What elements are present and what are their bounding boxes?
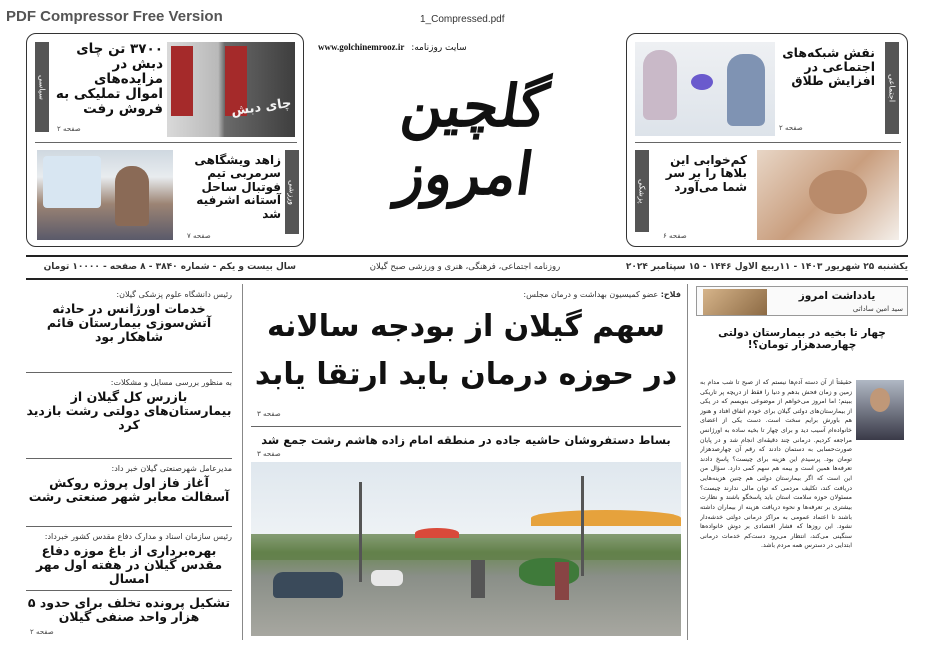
divider	[251, 426, 681, 427]
second-headline[interactable]: بساط دستفروشان حاشیه جاده در منطقه امام زاده هاشم رشت جمع شد	[261, 433, 671, 447]
cartoon-woman	[643, 50, 677, 120]
social-media-cartoon	[635, 42, 775, 136]
headline[interactable]: زاهد ویشگاهی سرمربی تیم فوتبال ساحل آستانه اشرفیه شد	[194, 153, 281, 221]
newspaper-subtitle: روزنامه اجتماعی، فرهنگی، هنری و ورزشی صبح گیلان	[369, 262, 561, 272]
editorial-author: سید امین ساداتی	[852, 305, 903, 313]
headline[interactable]: بازرس کل گیلان از بیمارستان‌های دولتی رشت بازدید کرد	[26, 389, 232, 432]
person-figure	[115, 166, 149, 226]
top-right-box	[626, 33, 908, 247]
masthead	[310, 28, 622, 250]
divider	[26, 590, 232, 591]
trees	[251, 534, 681, 560]
coach-photo	[37, 150, 173, 240]
vendor-figure	[471, 560, 485, 598]
editorial-header	[696, 286, 908, 316]
site-url[interactable]: www.golchinemrooz.ir	[318, 42, 405, 52]
headline[interactable]: آغاز فاز اول پروژه روکش آسفالت معابر شهر صنعتی رشت	[28, 475, 230, 504]
issue-date: یکشنبه ۲۵ شهریور ۱۴۰۳ - ۱۱ربیع الاول ۱۴۴۶ - ۱۵ سپتامبر ۲۰۲۴	[625, 262, 908, 272]
page-ref: صفحه ۳	[257, 410, 281, 418]
left-column	[26, 284, 236, 640]
page-ref: صفحه ۲	[57, 125, 81, 133]
editorial-column	[696, 284, 908, 640]
umbrella	[415, 528, 459, 538]
kicker-role: عضو کمیسیون بهداشت و درمان مجلس:	[523, 290, 659, 299]
kicker: به منظور بررسی مسایل و مشکلات:	[110, 378, 232, 387]
divider	[635, 142, 901, 143]
tea-brand-text: چای دبش	[230, 95, 293, 120]
headline[interactable]: نقش شبکه‌های اجتماعی در افزایش طلاق	[782, 45, 875, 88]
kicker: مدیرعامل شهرصنعتی گیلان خبر داد:	[111, 464, 232, 473]
heart-icon	[691, 74, 713, 90]
divider	[26, 526, 232, 527]
page-ref: صفحه ۷	[187, 232, 211, 240]
cartoon-man	[727, 54, 765, 126]
page-ref: صفحه ۶	[663, 232, 687, 240]
page-ref: صفحه ۲	[30, 628, 54, 636]
section-tag: پزشکی	[635, 150, 649, 232]
electric-pole	[581, 476, 584, 576]
main-headline-line2[interactable]: در حوزه درمان باید ارتقا یابد	[254, 357, 678, 392]
editorial-body: حقیقتاً از آن دسته آدم‌ها نیستم که از صبح تا شب مدام به زمین و زمان فحش بدهم و دنیا را فقط از دریچه پر تاریکی ببینم؛ اما امروز می‌خواهم از موضوعی بنویسم که در یکی از بیمارستان‌های دولتی گیلان برای خودم اتفاق افتاد و هنوز هم باورش برایم سخت است. دست یکی از اعضای خانواده‌ام آسیب دید و برای چهار تا بخیه ساده به اورژانس مراجعه کردیم. درمانی چند دقیقه‌ای انجام شد و در پایان صورت‌حسابی به دستمان دادند که رقم آن چهارصدهزار تومان بود. پرسیدم این هزینه برای چیست؟ پاسخ دادند تعرفه‌ها همین است و بیمه هم سهم کمی دارد. سؤال من این است که اگر بیمارستان دولتی هم چنین هزینه‌هایی دریافت کند، تکلیف مردمی که توان مالی ندارند چیست؟ مسئولان حوزه سلامت استان باید پاسخگو باشند و نظارت بیشتری بر تعرفه‌ها و نحوه دریافت هزینه از بیماران داشته باشند تا اعتماد عمومی به مراکز درمانی دولتی خدشه‌دار نشود. این روزها که فشار اقتصادی بر دوش خانواده‌ها سنگینی می‌کند، انتظار می‌رود دست‌کم خدمات درمانی ابتدایی در دسترس همه مردم باشد.	[700, 379, 852, 550]
headline[interactable]: کم‌خوابی این بلاها را بر سر شما می‌آورد	[665, 153, 747, 194]
headline[interactable]: تشکیل پرونده تخلف برای حدود ۵ هزار واحد صنفی گیلان	[27, 595, 231, 624]
section-tag: ورزشی	[285, 150, 299, 234]
watermark: PDF Compressor Free Version	[6, 8, 223, 25]
roadside-vendors-photo	[251, 462, 681, 636]
main-kicker	[251, 290, 681, 299]
main-headline-line1[interactable]: سهم گیلان از بودجه سالانه	[266, 309, 666, 344]
issue-info: سال بیست و یکم - شماره ۳۸۴۰ - ۸ صفحه - ۱۰۰۰۰ تومان	[43, 262, 296, 272]
electric-pole	[359, 482, 362, 582]
umbrella	[531, 510, 681, 526]
car	[371, 570, 403, 586]
section-tag: سیاسی	[35, 42, 49, 132]
kicker: رئیس سازمان اسناد و مدارک دفاع مقدس کشور خبرداد:	[44, 532, 232, 541]
tea-package-image	[167, 42, 295, 137]
section-tag: اجتماعی	[885, 42, 899, 134]
poster	[43, 156, 101, 208]
headline[interactable]: بهره‌برداری از باغ موزه دفاع مقدس گیلان در هفته اول مهر امسال	[35, 543, 223, 586]
bottom-rule	[26, 278, 908, 280]
editorial-headline[interactable]: چهار تا بخیه در بیمارستان دولتی چهارصدهزار تومان؟!	[718, 327, 886, 351]
main-story	[242, 284, 688, 640]
top-left-box	[26, 33, 304, 247]
top-rule	[26, 255, 908, 257]
editorial-section: یادداشت امروز	[798, 290, 876, 302]
newspaper-logo[interactable]: گلچین امروز	[392, 72, 553, 208]
kicker: رئیس دانشگاه علوم پزشکی گیلان:	[116, 290, 232, 299]
site-label: سایت روزنامه:	[411, 43, 467, 53]
insomnia-photo	[757, 150, 899, 240]
headline[interactable]: خدمات اورژانس در حادثه آتش‌سوزی بیمارستان قائم شاهکار بود	[46, 301, 212, 344]
vendor-figure	[555, 562, 569, 600]
divider	[26, 372, 232, 373]
divider	[26, 458, 232, 459]
tea-box	[171, 46, 193, 116]
headline[interactable]: ۳۷۰۰ تن چای دبش در مزایده‌های اموال تملیکی به فروش رفت	[55, 41, 163, 118]
page-ref: صفحه ۲	[779, 124, 803, 132]
kicker-name: فلاح:	[660, 290, 681, 299]
page-ref: صفحه ۳	[257, 450, 281, 458]
site-line	[318, 42, 558, 53]
file-name: 1_Compressed.pdf	[420, 14, 505, 25]
car	[273, 572, 343, 598]
watermelon-pile	[519, 558, 579, 586]
divider	[35, 142, 297, 143]
pen-image	[703, 289, 767, 315]
sleeping-face	[809, 170, 867, 214]
